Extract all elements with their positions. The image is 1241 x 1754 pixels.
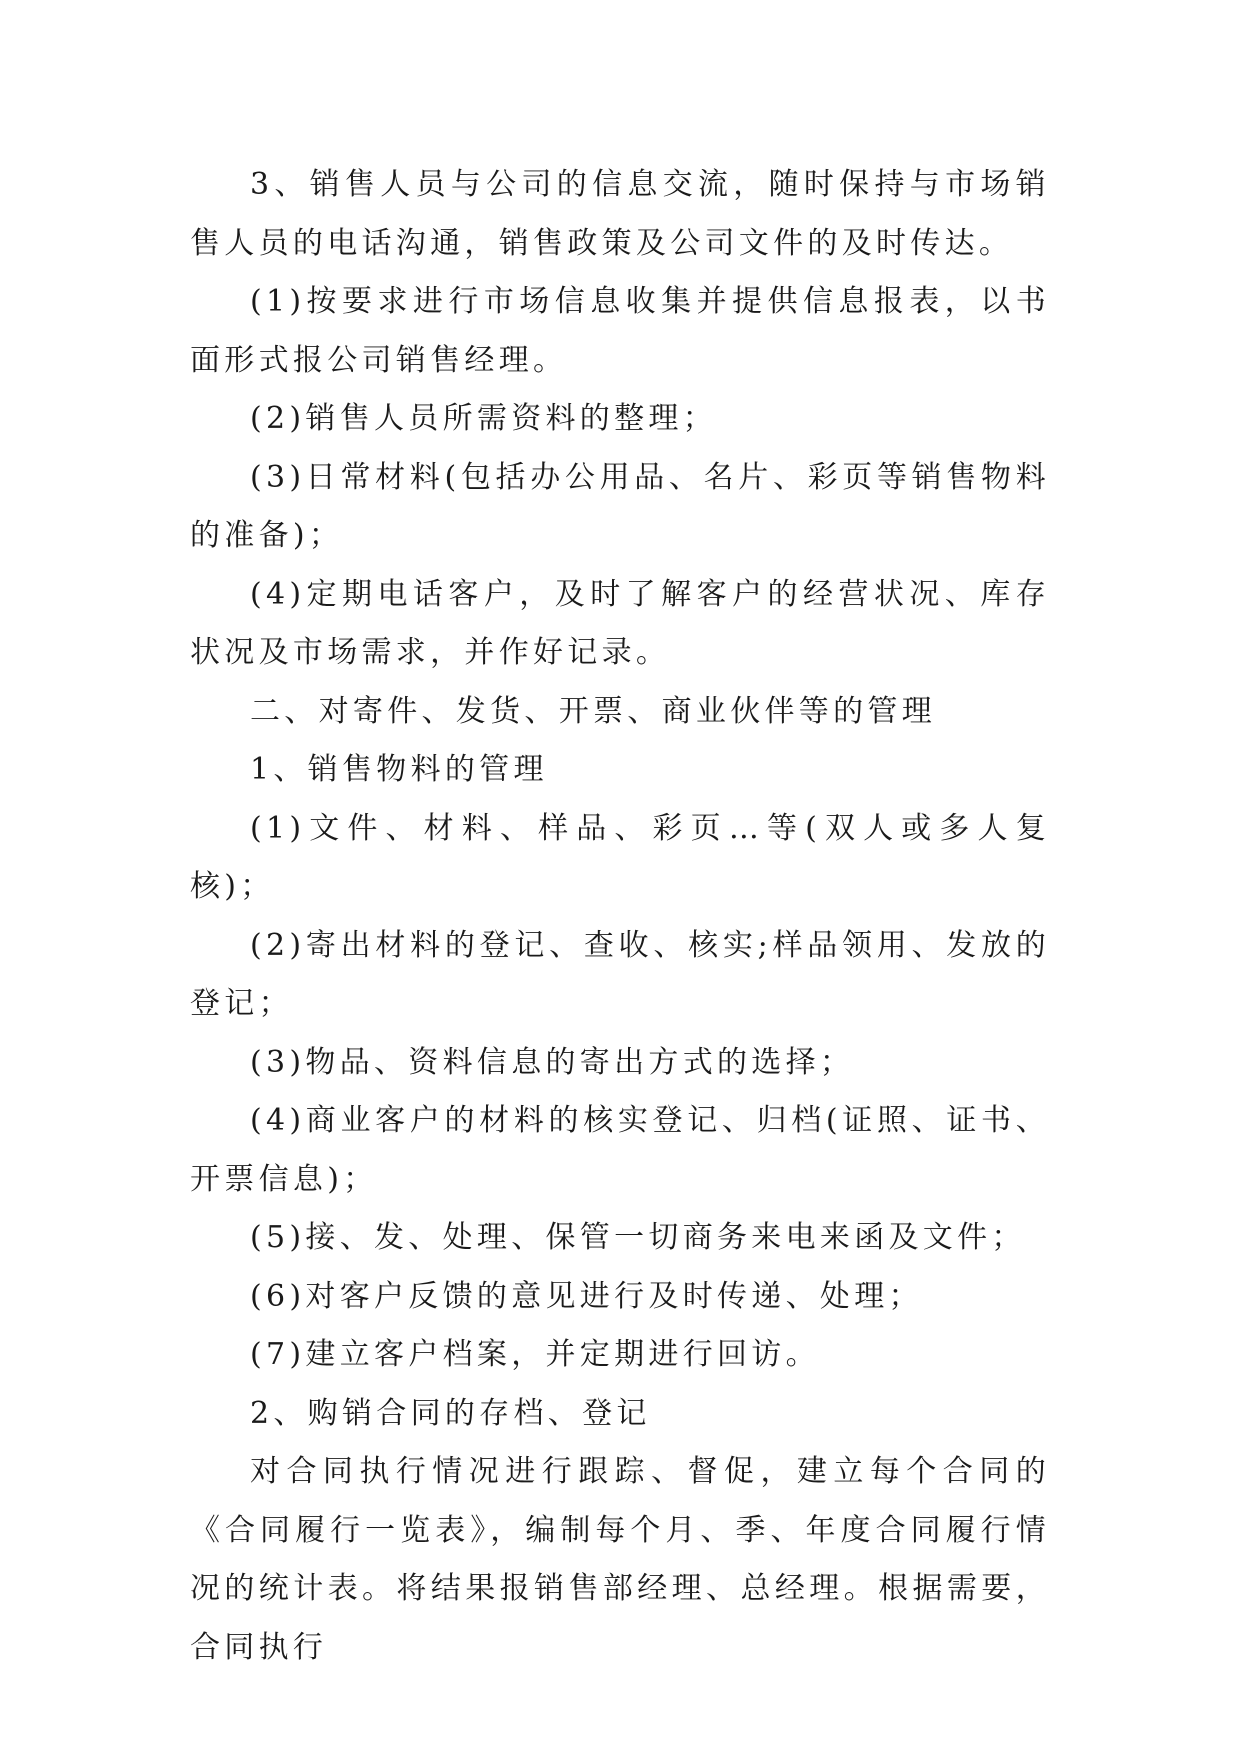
paragraph-info-exchange: 3、销售人员与公司的信息交流，随时保持与市场销售人员的电话沟通，销售政策及公司文件的及时传达。 (190, 167, 1050, 261)
paragraph-item-2-mailing-registration: (2)寄出材料的登记、查收、核实;样品领用、发放的登记； (190, 927, 1050, 1021)
paragraph-item-7-client-archive: (7)建立客户档案，并定期进行回访。 (250, 1337, 820, 1372)
document-body (190, 156, 1050, 1677)
paragraph-contract-tracking: 对合同执行情况进行跟踪、督促，建立每个合同的《合同履行一览表》，编制每个月、季、年度合同履行情况的统计表。将结果报销售部经理、总经理。根据需要，合同执行 (190, 1454, 1050, 1665)
paragraph-item-4-regular-calls: (4)定期电话客户，及时了解客户的经营状况、库存状况及市场需求，并作好记录。 (190, 576, 1050, 670)
paragraph-item-1-info-collection: (1)按要求进行市场信息收集并提供信息报表，以书面形式报公司销售经理。 (190, 284, 1050, 378)
subsection-heading-contracts: 2、购销合同的存档、登记 (250, 1395, 651, 1431)
paragraph-item-2-materials: (2)销售人员所需资料的整理； (250, 401, 717, 436)
paragraph-item-3-daily-materials: (3)日常材料(包括办公用品、名片、彩页等销售物料的准备)； (190, 459, 1050, 553)
paragraph-item-6-client-feedback: (6)对客户反馈的意见进行及时传递、处理； (250, 1278, 923, 1314)
paragraph-item-4-client-verification: (4)商业客户的材料的核实登记、归档(证照、证书、开票信息)； (190, 1103, 1050, 1197)
section-heading-management: 二、对寄件、发货、开票、商业伙伴等的管理 (250, 693, 936, 729)
paragraph-item-5-business-correspondence: (5)接、发、处理、保管一切商务来电来函及文件； (250, 1220, 1026, 1255)
paragraph-item-3-shipping-method: (3)物品、资料信息的寄出方式的选择； (250, 1044, 855, 1080)
paragraph-item-1-documents: (1)文件、材料、样品、彩页…等(双人或多人复核)； (190, 810, 1050, 904)
subsection-heading-sales-materials: 1、销售物料的管理 (250, 752, 548, 787)
